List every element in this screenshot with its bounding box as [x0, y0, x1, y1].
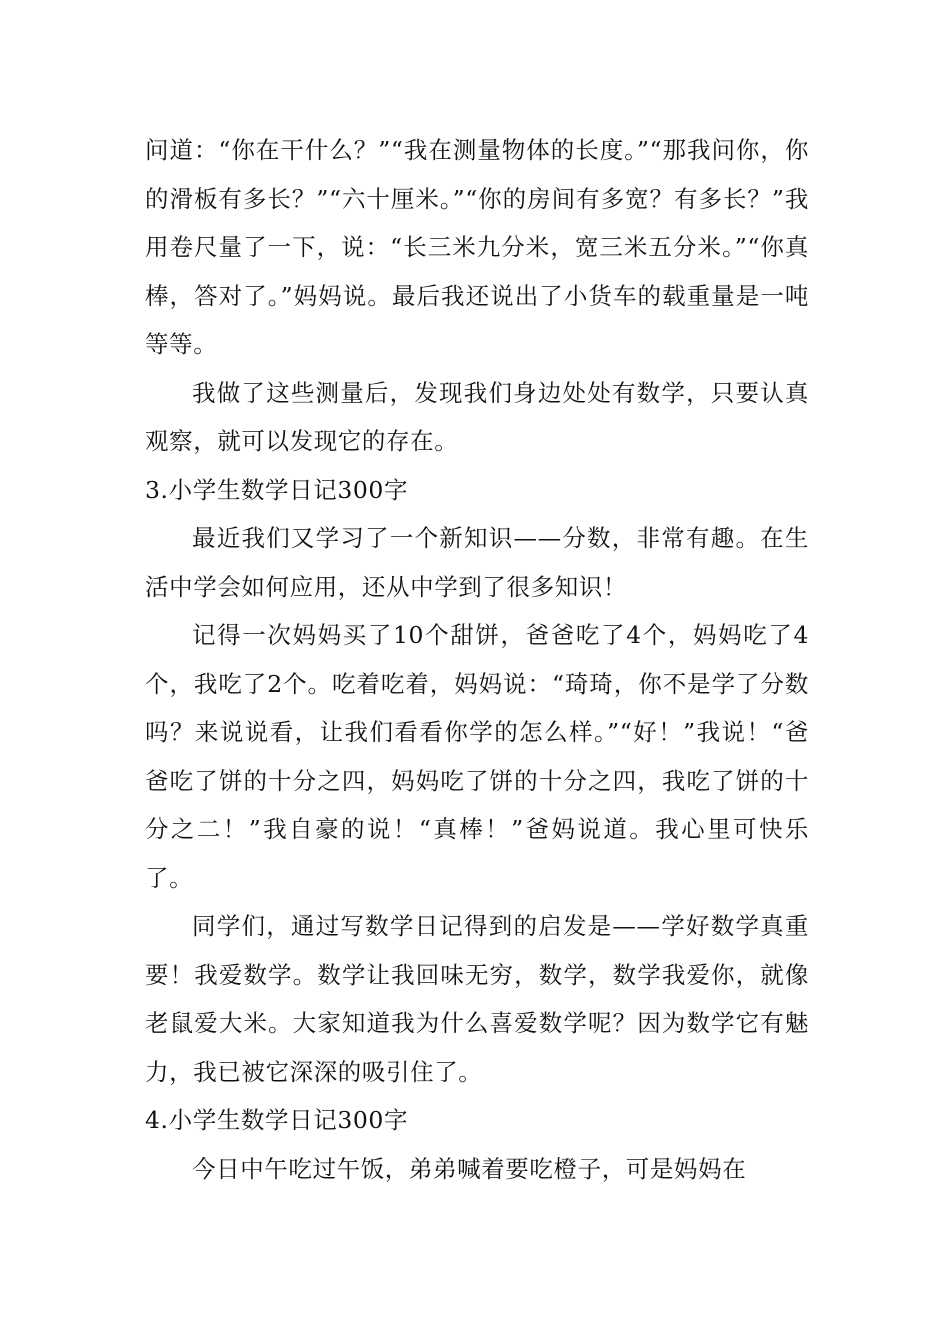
paragraph-fractions-intro: 最近我们又学习了一个新知识——分数，非常有趣。在生活中学会如何应用，还从中学到了很多知识！ — [145, 524, 809, 601]
paragraph-cake-story: 记得一次妈妈买了10个甜饼，爸爸吃了4个，妈妈吃了4个，我吃了2个。吃着吃着，妈妈说：“琦琦，你不是学了分数吗？来说说看，让我们看看你学的怎么样。”“好！”我说！“爸爸吃了饼的十分之四，妈妈吃了饼的十分之四，我吃了饼的十分之二！”我自豪的说！“真棒！”爸妈说道。我心里可快乐了。 — [145, 621, 809, 892]
paragraph-love-math: 同学们，通过写数学日记得到的启发是——学好数学真重要！我爱数学。数学让我回味无穷，数学，数学我爱你，就像老鼠爱大米。大家知道我为什么喜爱数学呢？因为数学它有魅力，我已被它深深的吸引住了。 — [145, 912, 809, 1086]
section-heading-3: 3.小学生数学日记300字 — [145, 475, 409, 504]
paragraph-conclusion: 我做了这些测量后，发现我们身边处处有数学，只要认真观察，就可以发现它的存在。 — [145, 378, 809, 455]
paragraph-dialogue-continuation: 问道：“你在干什么？”“我在测量物体的长度。”“那我问你，你的滑板有多长？”“六十厘米。”“你的房间有多宽？有多长？”我用卷尺量了一下，说：“长三米九分米，宽三米五分米。”“你真棒，答对了。”妈妈说。最后我还说出了小货车的载重量是一吨等等。 — [145, 136, 809, 358]
section-heading-4: 4.小学生数学日记300字 — [145, 1106, 409, 1134]
document-body — [145, 126, 809, 1193]
paragraph-oranges-start: 今日中午吃过午饭，弟弟喊着要吃橙子，可是妈妈在 — [192, 1154, 747, 1183]
